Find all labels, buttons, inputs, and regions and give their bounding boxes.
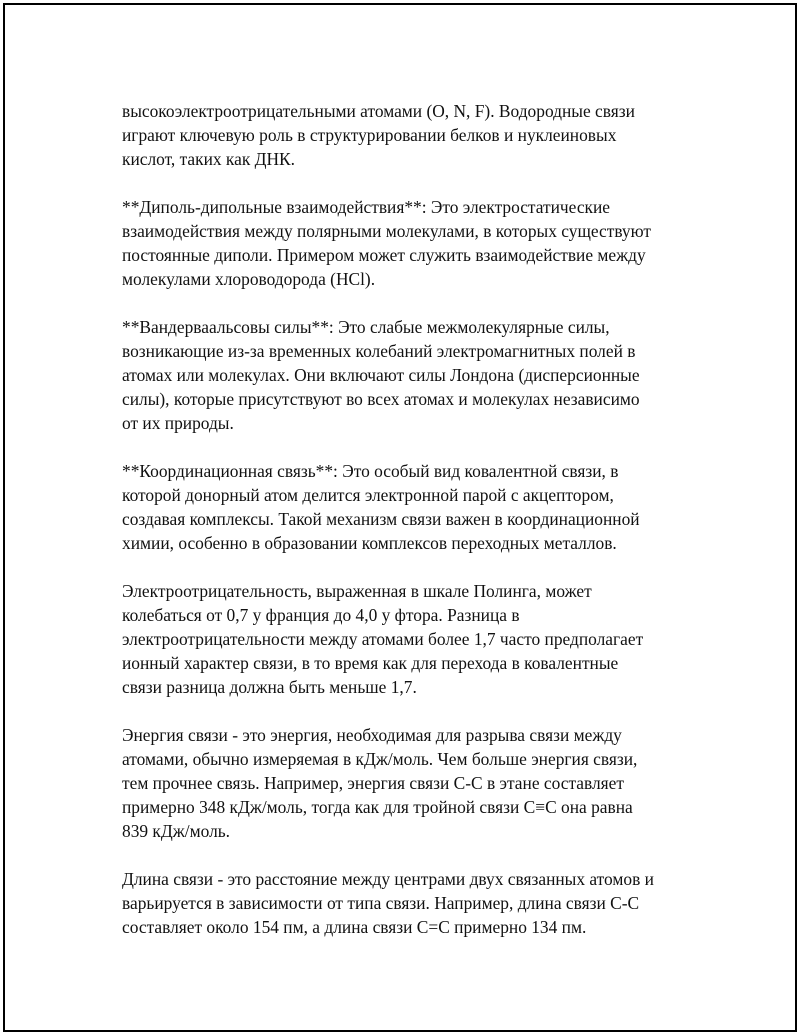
paragraph-coordination-bond: **Координационная связь**: Это особый вид ковалентной связи, в которой донорный атом делится электронной парой с акцептором, создавая комплексы. Такой механизм связи важен в координационной химии, особенно в образовании комплексов переходных металлов. bbox=[122, 461, 640, 553]
page-frame bbox=[3, 3, 797, 1032]
paragraph-bond-length: Длина связи - это расстояние между центрами двух связанных атомов и варьируется в зависимости от типа связи. Например, длина связи C-C составляет около 154 пм, а длина связи C=C примерно 134 пм. bbox=[122, 869, 654, 937]
paragraph-bond-energy: Энергия связи - это энергия, необходимая для разрыва связи между атомами, обычно измеряемая в кДж/моль. Чем больше энергия связи, тем прочнее связь. Например, энергия связи C-C в этане составляет примерно 348 кДж/моль, тогда как для тройной связи C≡C она равна 839 кДж/моль. bbox=[122, 725, 638, 841]
paragraph-hydrogen-bonds: высокоэлектроотрицательными атомами (O, N, F). Водородные связи играют ключевую роль в структурировании белков и нуклеиновых кислот, таких как ДНК. bbox=[122, 101, 635, 169]
paragraph-electronegativity: Электроотрицательность, выраженная в шкале Полинга, может колебаться от 0,7 у франция до 4,0 у фтора. Разница в электроотрицательности между атомами более 1,7 часто предполагает ионный характер связи, в то время как для перехода в ковалентные связи разница должна быть меньше 1,7. bbox=[122, 581, 644, 697]
document-body bbox=[122, 99, 702, 939]
paragraph-dipole-dipole: **Диполь-дипольные взаимодействия**: Это электростатические взаимодействия между полярными молекулами, в которых существуют постоянные диполи. Примером может служить взаимодействие между молекулами хлороводорода (HCl). bbox=[122, 197, 651, 289]
paragraph-van-der-waals: **Вандерваальсовы силы**: Это слабые межмолекулярные силы, возникающие из-за временных колебаний электромагнитных полей в атомах или молекулах. Они включают силы Лондона (дисперсионные силы), которые присутствуют во всех атомах и молекулах независимо от их природы. bbox=[122, 317, 640, 433]
